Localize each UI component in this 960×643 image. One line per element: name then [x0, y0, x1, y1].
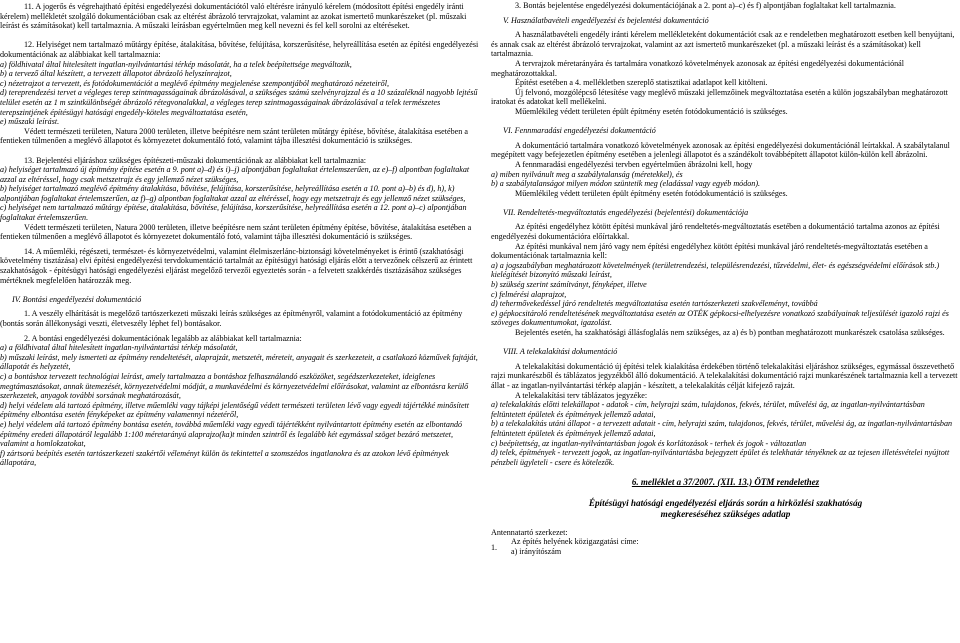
- paragraph-vi-1: A dokumentáció tartalmára vonatkozó követelmények azonosak az építési engedélyezési dokumentációnál leírtakkal. A szabálytalanul megépített vagy befejezetlen építmény esetében a jelenlegi állapotot és a szándékolt továbbépített állapotot külön-külön kell ábrázolni.: [491, 140, 950, 160]
- paragraph-11: 11. A jogerős és végrehajtható építési engedélyezési dokumentációtól való eltérésre irányuló kérelem (módosított építési engedély iránti kérelem) mellékletét szolgáló dokumentációban csak az eltérést ábrázoló tervrajzokat, valamint az azokat ismertető munkarészeket (pl. műszaki leírást és számításokat) kell tartalmaznia. A műszaki leírásban egyértelműen meg kell nevezni és fel kell sorolni az eltéréseket.: [0, 2, 467, 31]
- paragraph-iv-2-a: a) a földhivatal által hitelesített ingatlan-nyilvántartási térkép másolatát,: [0, 343, 238, 353]
- paragraph-vii-3: Bejelentés esetén, ha szakhatósági állásfoglalás nem szükséges, az a) és b) pontban meghatározott munkarészek csatolása szükséges.: [515, 328, 945, 337]
- paragraph-v-1: A használatbavételi engedély iránti kérelem mellékleteként dokumentációt csak az e rendeletben meghatározott esetben kell benyújtani, és annak csak az eltérést ábrázoló tervrajzokat, valamint az azt ismertető munkarészeket (pl. a műszaki leírást és a számításokat) kell tartalmaznia.: [491, 30, 955, 59]
- section-heading-viii: VIII. A telekalakítási dokumentáció: [503, 347, 618, 357]
- paragraph-iv-2-e: e) helyi védelem alá tartozó építmény bontása esetén, továbbá műemléki vagy egyedi tájértékként nyilvántartott építmény esetén az elbontandó építmény eredeti állapotáról legalább 1:100 méretarányú alaprajzo(ka)t minden szintről és legalább két egymással szöget bezáró metszetet, valamint a homlokzatokat,: [0, 419, 463, 449]
- paragraph-v-5: Műemlékileg védett területen épült építmény esetén fotódokumentáció is szükséges.: [515, 106, 788, 116]
- spacer: [0, 285, 480, 295]
- paragraph-viii-2-c: c) beépítettség, az ingatlan-nyilvántartásban jogok és korlátozások - terhek és jogok - változatlan: [491, 438, 807, 448]
- paragraph-vii-2-b: b) szükség szerint számítványt, fényképet, illetve: [491, 280, 647, 290]
- spacer: [0, 146, 480, 156]
- paragraph-iv-2-d: d) helyi védelem alá tartozó építmény, illetve műemléki vagy tájképi jelentőségű védett természeti területen lévő vagy egyedi tájértékké minősített építmény elbontása esetén fényképeket az építmény valamennyi nézetéről,: [0, 400, 470, 420]
- paragraph-viii-2-d: d) telek, építmények - tervezett jogok, az ingatlan-nyilvántartásba bejegyzett épület és telekhatár tényéknek az az tejesen illetésvételei nyújtott pénzbeli ügyleteli - csere és kötelezők.: [491, 448, 950, 467]
- spacer: [491, 338, 960, 348]
- paragraph-vii-1: Az építési engedélyhez kötött építési munkával járó rendeltetés-megváltoztatás esetében a dokumentáció tartalma azonos az építési engedélyezési dokumentációra előírtakkal.: [491, 222, 940, 242]
- right-column: [491, 1, 960, 556]
- section-heading-iv: IV. Bontási engedélyezési dokumentáció: [12, 294, 142, 304]
- paragraph-12: 12. Helyiséget nem tartalmazó műtárgy építése, átalakítása, bővítése, felújítása, korszerűsítése, helyreállítása esetén az építési engedélyezési dokumentációnak az alábbiakat kell tartalmaznia:: [0, 40, 479, 59]
- paragraph-v-2: A tervrajzok méretarányára és tartalmára vonatkozó követelmények azonosak az építési engedélyezési dokumentációnál meghatározottakkal.: [491, 58, 904, 78]
- form-row-1: [491, 537, 960, 556]
- paragraph-iv-2: 2. A bontási engedélyezési dokumentációnak legalább az alábbiakat kell tartalmaznia:: [24, 333, 302, 343]
- paragraph-12-note: Védett természeti területen, Natura 2000 területen, illetve beépítésre nem szánt területen műtárgy építése, bővítése, átalakítása esetében a fentieken túlmenően a meglévő állapotot és környezetet dokumentáló fotó, valamint tájba illesztési dokumentáció is szükséges.: [0, 126, 468, 146]
- paragraph-iv-2-f: f) zártsorú beépítés esetén tartószerkezeti szakértői véleményt külön ös tekintettel a szomszédos ingatlanokra és az azokon lévő építmények állapotára,: [0, 448, 449, 468]
- paragraph-14: 14. A műemléki, régészeti, természet- és környezetvédelmi, valamint élelmiszerlánc-biztonsági követelményeket is érintő (szakhatósági követelmény tisztázása) elvi építési engedélyezési tervdokumentáció tartalmát az építésügyi hatósági eljárás előtt a tervezőnek célszerű az érintett szakhatóságok - építésügyi hatósági engedélyezési eljárást megelőző tervezői egyeztetés során - a felvetett szakkérdés tisztázásához szükséges mértéknek megfelelően határozzák meg.: [0, 246, 473, 285]
- paragraph-viii-2-b: b) a telekalakítás utáni állapot - a tervezett adatait - cím, helyrajzi szám, tulajdonos, fekvés, térület, művelési ág, az ingatlan-nyilvántartásban feltüntetett épületek és építmények jellemző adatai,: [491, 419, 953, 438]
- form-row-number: 1.: [491, 543, 498, 553]
- form-label: Antennatartó szerkezet:: [491, 527, 568, 537]
- paragraph-12-d: d) tereprendezési tervet a végleges terep szintmagasságainak ábrázolásával, a szükséges számú szelvényrajzzal és a 10 százaléknál nagyobb lejtésű telület esetén az 1 m szintkülönbségét ábrázoló rétegvonalakkal, a végleges terep szintmagasságainak ábrázolásával a telek természetes terepszintjének építésügyi hatósági engedély-köteles megváltoztatása esetén,: [0, 88, 478, 117]
- spacer: [491, 117, 960, 127]
- spacer: [0, 31, 480, 41]
- spacer: [491, 198, 960, 208]
- section-heading-vi: VI. Fennmaradási engedélyezési dokumentáció: [503, 126, 656, 136]
- annex-title: 6. melléklet a 37/2007. (XII. 13.) ÖTM rendelethez: [631, 476, 820, 487]
- paragraph-13-c: c) helyiséget nem tartalmazó műtárgy építése, átalakítása, bővítése, felújítása, korszerűsítése, helyreállítása esetén a 12. pont a)–c) alpontjában foglaltakat értelemszerűen.: [0, 203, 467, 223]
- section-heading-v: V. Használatbavételi engedélyezési és bejelentési dokumentáció: [503, 15, 709, 25]
- paragraph-vi-2-b: b) a szabálytalanságot milyen módon szüntetik meg (eladással vagy egyéb módon).: [491, 179, 761, 189]
- form-row-content: [511, 537, 639, 556]
- spacer: [491, 488, 960, 498]
- paragraph-vi-2-a: a) miben nyilvánult meg a szabálytalanság (méretekkel), és: [491, 169, 683, 179]
- paragraph-iv-2-c: c) a bontáshoz tervezett technológiai leírást, amely tartalmazza a bontáshoz felhasználandó eszközöket, segédszerkezeteket, ideiglenes megtámasztásokat, annak ütemezését, környezetvédelmi módját, a munkavédelmi és környezetvédelmi előírásokat, valamint az elbontásra kerülő szerkezetek, anyagok további sorsának meghatározását,: [0, 371, 469, 401]
- paragraph-viii-2: A telekalakítási terv táblázatos jegyzéke:: [515, 390, 648, 400]
- paragraph-iv-2-b: b) műszaki leírást, mely ismerteti az építmény rendeltetését, alaprajzát, metszetét, méreteit, anyagait és szerkezeteit, a csatlakozó közművek fajtáját, állapotát és helyzetét,: [0, 352, 478, 372]
- paragraph-viii-2-a: a) telekalakítás előtti telekállapot - adatok - cím, helyrajzi szám, tulajdonos, fekvés, térület, művelési ág, az ingatlan-nyilvántartásban feltüntetett épületek és építmények jellemző adatai,: [491, 400, 925, 419]
- paragraph-12-a: a) földhivatal által hitelesített ingatlan-nyilvántartási térkép másolatát, ha a telek beépítettsége megváltozik,: [0, 59, 352, 69]
- spacer: [491, 467, 960, 477]
- section-heading-vii: VII. Rendeltetés-megváltoztatás engedélyezési (bejelentési) dokumentációja: [503, 207, 749, 217]
- paragraph-vii-2: Az építési munkával nem járó vagy nem építési engedélyhez kötött építési munkával járó rendeltetés-megváltoztatás esetében a dokumentációnak tartalmaznia kell:: [491, 241, 928, 261]
- paragraph-vi-3: Műemlékileg védett területen épült építmény esetén fotódokumentáció is szükséges.: [515, 188, 788, 198]
- paragraph-iv-3: 3. Bontás bejelentése engedélyezési dokumentációjának a 2. pont a)–c) és f) alpontjában foglaltakat kell tartalmaznia.: [515, 1, 896, 10]
- paragraph-12-c: c) nézetrajzot a tervezett, és fotódokumentációt a meglévő építmény megjelenése szempontjából meghatározó nézeteiről,: [0, 78, 390, 88]
- paragraph-vii-2-a: a) a jogszabályban meghatározott követelmények (területrendezési, településrendezési, tűzvédelmi, élet- és egészségvédelmi előírások stb.) kielégítését bizonyító műszaki leírást,: [491, 260, 940, 280]
- form-field-postcode: a) irányítószám: [511, 546, 562, 556]
- paragraph-vii-2-d: d) tehermővekedéssel járó rendeltetés megváltoztatása esetén tartószerkezeti szakvéleményt, továbbá: [491, 299, 818, 309]
- paragraph-13: 13. Bejelentési eljáráshoz szükséges építészeti-műszaki dokumentációnak az alábbiakat kell tartalmaznia:: [24, 155, 367, 165]
- paragraph-vi-2: A fennmaradási engedélyezési tervben egyértelműen ábrázolni kell, hogy: [515, 159, 753, 169]
- paragraph-12-b: b) a tervező által készített, a tervezett állapotot ábrázoló helyszínrajzot,: [0, 69, 232, 79]
- paragraph-vii-2-c: c) felmérési alaprajzot,: [491, 289, 567, 299]
- paragraph-v-3: Építést esetében a 4. mellékletben szereplő statisztikai adatlapot kell kitölteni.: [515, 78, 768, 88]
- paragraph-v-4: Új felvonó, mozgólépcső létesítése vagy meglévő műszaki jellemzőinek megváltoztatása esetén a külön jogszabályban meghatározott iratokat és adatokat kell mellékelni.: [491, 87, 948, 107]
- paragraph-13-b: b) helyiséget tartalmazó meglévő építmény átalakítása, bővítése, felújítása, korszerűsítése, helyreállítása esetén a 10. pont a)–b) és d), h), k) alpontjában foglaltakat értelemszerűen, az f)–g) alpontban foglaltakat azzal az eltéréssel, hogy egy metszetrajz és egy jellemző nézet szükséges,: [0, 184, 466, 203]
- paragraph-viii-1: A telekalakítási dokumentáció új építési telek kialakítása érdekében történő telekalakítási eljáráshoz szükséges, egymással összevethető rajzi munkarészből és táblázatos jegyzékből álló dokumentáció. A telekalakítási dokumentáció rajzi munkarészének tartalmaznia kell a tervezett állat - az ingatlan-nyilvántartási térkép alapján - készített, a telekalakítás célját kifejező rajzát.: [491, 361, 958, 390]
- annex-subtitle-line-2: megkereséséhez szükséges adatlap: [660, 508, 791, 519]
- paragraph-vii-2-e: e) gépkocsitároló rendeltetésének megváltoztatása esetén az OTÉK gépkocsi-elhelyezésre vonatkozó szabályainak teljesülését igazoló rajzi és szöveges dokumentumokat, igazolást.: [491, 308, 949, 328]
- annex-subtitle-line-1: Építésügyi hatósági engedélyezési eljárás során a hirközlési szakhatóság: [588, 497, 863, 508]
- form-section: [491, 528, 960, 557]
- paragraph-12-e: e) műszaki leírást.: [0, 117, 60, 127]
- left-column: [0, 2, 480, 468]
- paragraph-13-note: Védett természeti területen, Natura 2000 területen, illetve beépítésre nem szánt területen építmény építése, bővítése, átalakítása esetében a fentieken túlmenően a meglévő állapotot és környezetet dokumentáló fotó, valamint tájba illesztési dokumentáció is szükséges.: [0, 222, 472, 242]
- form-field-address: Az építés helyének közigazgatási címe:: [511, 537, 639, 547]
- paragraph-iv-1: 1. A veszély elhárítását is megelőző tartószerkezeti műszaki leírás szükséges az építményről, valamint a fotódokumentáció az építmény (bontás során állékonysági veszti, életveszély léphet fel) bontásakor.: [0, 309, 463, 328]
- paragraph-13-a: a) helyiséget tartalmazó új építmény építése esetén a 9. pont a)–d) és i)–j) alpontjában foglaltakat értelemszerűen, az e)–f) alpontban foglaltakat azzal az eltéréssel, hogy csak metszetrajz és egy jellemző nézet szükséges,: [0, 165, 470, 184]
